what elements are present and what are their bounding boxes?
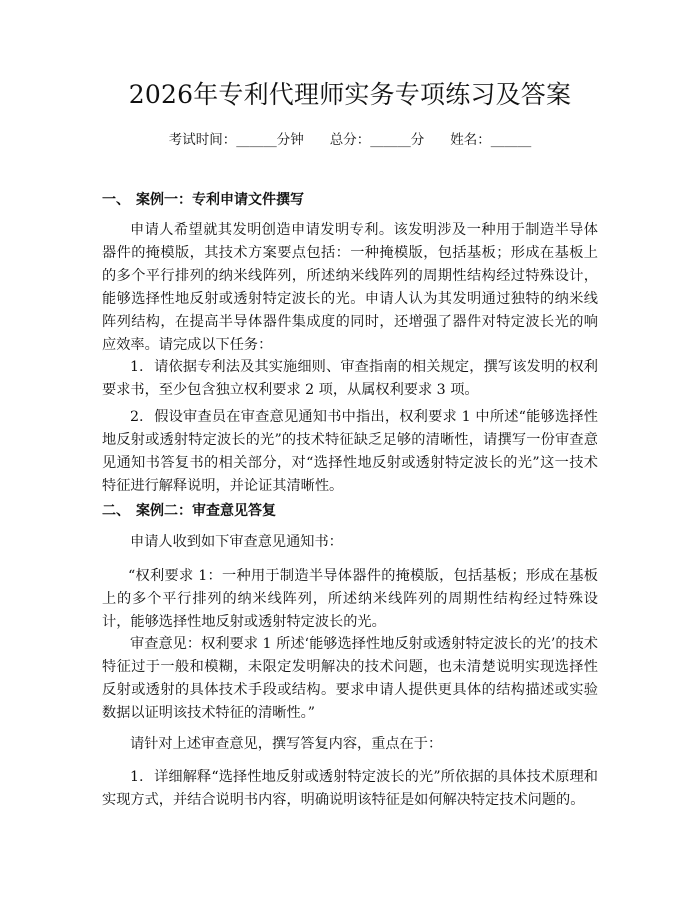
task-item: [102, 356, 598, 402]
case-description: 申请人希望就其发明创造申请发明专利。该发明涉及一种用于制造半导体器件的掩模版，其技术方案要点包括：一种掩模版，包括基板；形成在基板上的多个平行排列的纳米线阵列，所述纳米线阵列的周期性结构经过特殊设计，能够选择性地反射或透射特定波长的光。申请人认为其发明通过独特的纳米线阵列结构，在提高半导体器件集成度的同时，还增强了器件对特定波长光的响应效率。请完成以下任务：: [102, 222, 598, 353]
notice-intro: 申请人收到如下审查意见通知书：: [130, 534, 343, 550]
task-index: 2.: [130, 409, 144, 425]
section-number: 一、: [102, 192, 130, 208]
document-title: 2026年专利代理师实务专项练习及答案: [128, 80, 572, 109]
exam-time-field: 考试时间：______分钟: [168, 132, 304, 148]
examiner-opinion: 审查意见：权利要求 1 所述‘能够选择性地反射或透射特定波长的光’的技术特征过于一般和模糊，未限定发明解决的技术问题，也未清楚说明实现选择性反射或透射的具体技术手段或结构。要求申请人提供更具体的结构描述或实验数据以证明该技术特征的清晰性。”: [102, 636, 598, 721]
claim-quote: “权利要求 1：一种用于制造半导体器件的掩模版，包括基板；形成在基板上的多个平行排列的纳米线阵列，所述纳米线阵列的周期性结构经过特殊设计，能够选择性地反射或透射特定波长的光。: [102, 568, 598, 630]
task-text: 详细解释“选择性地反射或透射特定波长的光”所依据的具体技术原理和实现方式，并结合说明书内容，明确说明该特征是如何解决特定技术问题的。: [102, 769, 598, 808]
task-text: 假设审查员在审查意见通知书中指出，权利要求 1 中所述“能够选择性地反射或透射特定波长的光”的技术特征缺乏足够的清晰性，请撰写一份审查意见通知书答复书的相关部分，对“选择性地反射或透射特定波长的光”这一技术特征进行解释说明，并论证其清晰性。: [102, 409, 598, 494]
task-text: 请依据专利法及其实施细则、审查指南的相关规定，撰写该发明的权利要求书，至少包含独立权利要求 2 项，从属权利要求 3 项。: [102, 359, 598, 398]
task-index: 1.: [130, 359, 144, 375]
task-item: [102, 766, 598, 812]
response-task: 请针对上述审查意见，撰写答复内容，重点在于：: [130, 736, 443, 752]
task-item: [102, 406, 598, 498]
student-name-field: 姓名：______: [450, 132, 532, 148]
section-heading: [102, 501, 276, 521]
section-number: 二、: [102, 503, 130, 519]
section-title: 案例二：审查意见答复: [136, 503, 276, 519]
exam-info-line: [0, 130, 700, 150]
total-score-field: 总分：______分: [329, 132, 425, 148]
section-title: 案例一：专利申请文件撰写: [136, 192, 304, 208]
section-heading: [102, 190, 304, 210]
task-index: 1.: [130, 769, 144, 785]
